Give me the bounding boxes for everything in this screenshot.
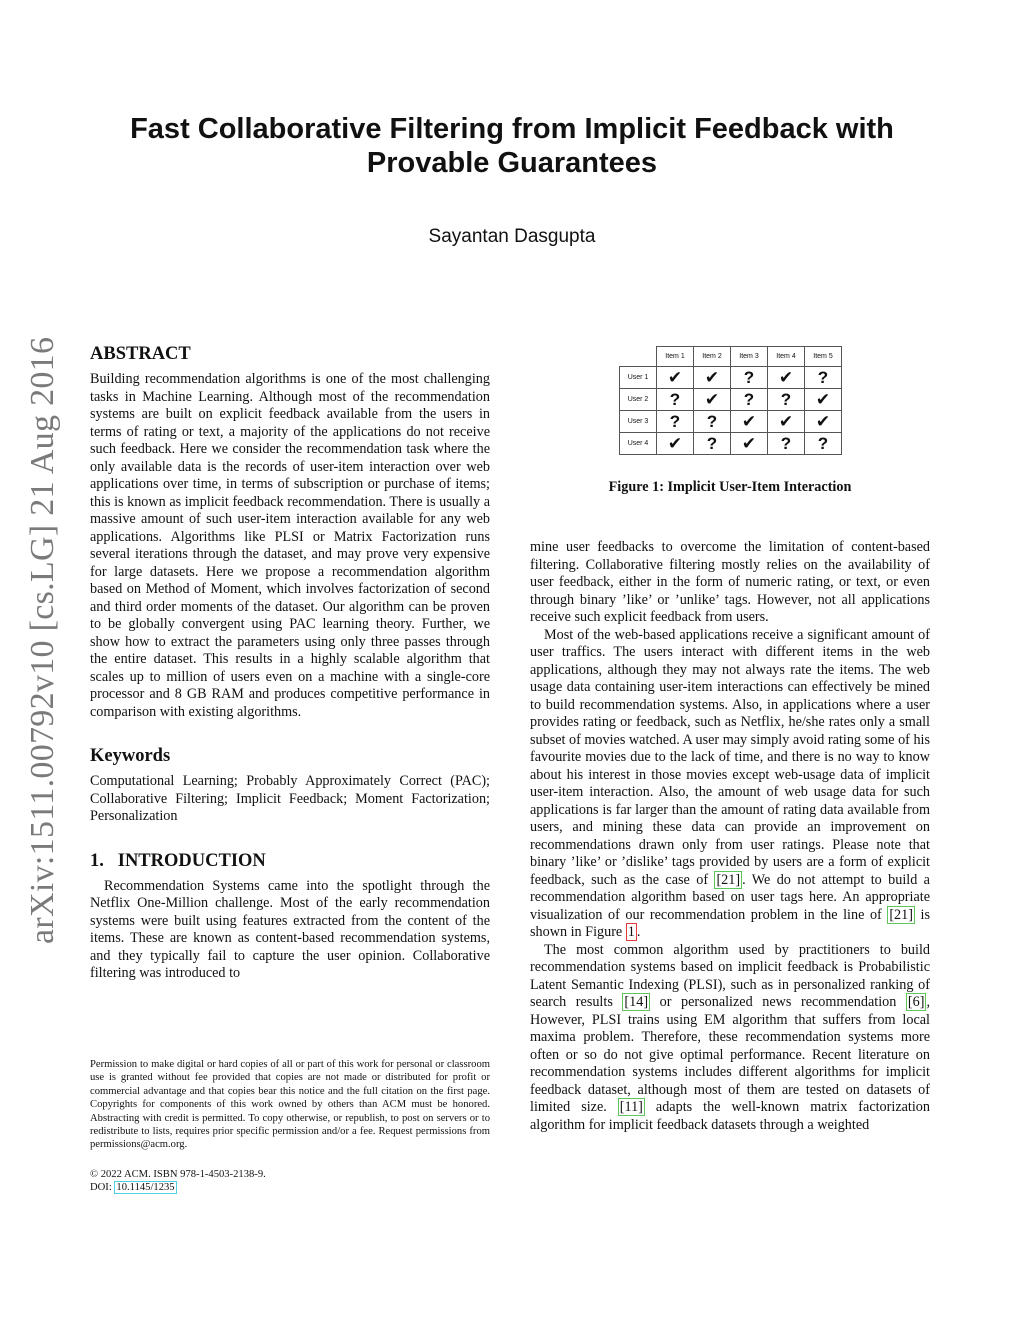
introduction-paragraph: Recommendation Systems came into the spotlight through the Netflix One-Million challenge. Most of the early recommendation systems were built using features extracted from the content of the items. These are known as content-based recommendation systems, and they typically fail to capture the user opinion. Collaborative filtering was introduced to [90,877,490,981]
table-cell: ✔ [731,433,768,455]
right-paragraph-1: mine user feedbacks to overcome the limitation of content-based filtering. Collaborative filtering mostly relies on the availability of user feedback, either in the form of numeric rating, or text, or even through binary ’like’ or ’unlike’ tags. However, not all applications receive such explicit feedback from users. [530,539,930,625]
table-cell: ✔ [694,367,731,389]
table-cell: ✔ [805,411,842,433]
column-header: Item 4 [768,347,805,367]
figure-reference-link[interactable]: 1 [627,924,635,940]
table-cell: ? [694,433,731,455]
paragraph-text: Most of the web-based applications receive a significant amount of user traffics. The users interact with different items in the web applications, although they may not always rate the items. The web usage data containing user-item interactions can effectively be mined to build recommendation systems. Also, in applications where a user provides rating or feedback, such as Netflix, he/she rates only a small subset of movies watched. A user may simply avoid rating some of his favourite movies due to the lack of time, and there is no way to know about his interest in those movies except web-usage data of implicit user-item interaction. Also, the amount of web usage data for such applications is far larger than the amount of rating data available from users, and mining these data can provide an improvement on recommendations drawn only from user ratings. Please note that binary ’like’ or ’dislike’ tags provided by users are a form of explicit feedback, such as the case of [530,626,930,888]
doi-label: DOI: [90,1182,115,1194]
table-row [620,433,842,455]
table-row [620,411,842,433]
table-cell: ? [731,367,768,389]
table-cell: ✔ [657,433,694,455]
table-cell: ? [657,389,694,411]
table-cell: ? [805,367,842,389]
table-cell: ✔ [805,389,842,411]
table-row [620,389,842,411]
citation-link-6[interactable]: [6] [907,994,925,1010]
paragraph-text: , However, PLSI trains using EM algorithm that suffers from local maxima problem. Therefore, these recommendation systems more often or so do not give optimal performance. Recent literature on recommendation systems includes different algorithms for implicit feedback dataset, although most of them are tested on datasets of limited size. [530,994,930,1115]
citation-link-11[interactable]: [11] [619,1099,643,1115]
table-cell: ✔ [657,367,694,389]
table-cell: ✔ [768,367,805,389]
table-header-row [620,347,842,367]
doi-link[interactable]: 10.1145/1235 [116,1182,175,1194]
column-header: Item 2 [694,347,731,367]
table-cell: ✔ [694,389,731,411]
copyright-block [90,1058,490,1195]
doi-line [90,1181,490,1194]
column-header: Item 1 [657,347,694,367]
paragraph-text: The most common algorithm used by practitioners to build recommendation systems based on implicit feedback is Probabilistic Latent Semantic Indexing (PLSI), such as in personalized ranking of search results [530,941,930,1010]
table-row [620,367,842,389]
introduction-heading: 1. INTRODUCTION [90,850,266,871]
arxiv-identifier-stamp: arXiv:1511.00792v10 [cs.LG] 21 Aug 2016 [24,336,61,944]
paragraph-text: adapts the well-known matrix factorization algorithm for implicit feedback datasets through a weighted [530,1099,930,1133]
paragraph-text: . We do not attempt to build a recommendation algorithm based on user tags here. An appropriate visualization of our recommendation problem in the line of [530,871,930,923]
table-corner-cell [620,347,657,367]
column-header: Item 3 [731,347,768,367]
right-paragraph-3 [530,942,930,1135]
table-cell: ? [731,389,768,411]
keywords-text: Computational Learning; Probably Approximately Correct (PAC); Collaborative Filtering; Implicit Feedback; Moment Factorization; Personalization [90,773,490,824]
paragraph-text: is shown in Figure [530,906,930,940]
abstract-heading: ABSTRACT [90,344,191,364]
isbn-line: © 2022 ACM. ISBN 978-1-4503-2138-9. [90,1168,266,1180]
citation-link-14[interactable]: [14] [624,994,649,1010]
author-name: Sayantan Dasgupta [428,226,596,247]
right-paragraph-2 [530,627,930,942]
right-column [530,539,930,1134]
table-cell: ? [805,433,842,455]
user-item-table [619,346,842,455]
row-label: User 4 [620,433,657,455]
keywords-heading: Keywords [90,746,171,766]
table-cell: ? [657,411,694,433]
title-line-1: Fast Collaborative Filtering from Implicit Feedback with [130,113,894,145]
permission-notice: Permission to make digital or hard copies of all or part of this work for personal or classroom use is granted without fee provided that copies are not made or distributed for profit or commercial advantage and that copies bear this notice and the full citation on the first page. Copyrights for components of this work owned by others than ACM must be honored. Abstracting with credit is permitted. To copy otherwise, or republish, to post on servers or to redistribute to lists, requires prior specific permission and/or a fee. Request permissions from permissions@acm.org. [90,1059,490,1151]
table-cell: ? [768,433,805,455]
citation-link-21[interactable]: [21] [716,871,741,888]
table-cell: ✔ [731,411,768,433]
column-header: Item 5 [805,347,842,367]
left-column [90,343,490,983]
paper-title [60,112,964,180]
title-line-2: Provable Guarantees [366,147,658,179]
citation-link-21[interactable]: [21] [889,906,913,923]
row-label: User 3 [620,411,657,433]
figure-1 [619,346,842,455]
paragraph-text: or personalized news recommendation [650,994,906,1010]
table-cell: ✔ [768,411,805,433]
paragraph-text: . [636,924,641,940]
row-label: User 1 [620,367,657,389]
abstract-text: Building recommendation algorithms is one of the most challenging tasks in Machine Learning. Although most of the recommendation systems are built on explicit feedback available from the users in terms of rating or text, a majority of the applications do not receive such feedback. Here we consider the recommendation task where the only available data is the records of user-item interaction over web applications over time, in terms of subscription or purchase of items; this is known as implicit feedback recommendation. There is usually a massive amount of such user-item interaction available for any web applications. Algorithms like PLSI or Matrix Factorization runs several iterations through the dataset, and may prove very expensive for large datasets. Here we propose a recommendation algorithm based on Method of Moment, which involves factorization of second and third order moments of the dataset. Our algorithm can be proven to be globally convergent using PAC learning theory. Further, we show how to extract the parameters using only three passes through the entire dataset. This results in a highly scalable algorithm that scales up to million of users even on a machine with a single-core processor and 8 GB RAM and produces competitive performance in comparison with existing algorithms. [90,371,490,720]
table-cell: ? [694,411,731,433]
row-label: User 2 [620,389,657,411]
table-cell: ? [768,389,805,411]
figure-caption: Figure 1: Implicit User-Item Interaction [608,479,852,495]
